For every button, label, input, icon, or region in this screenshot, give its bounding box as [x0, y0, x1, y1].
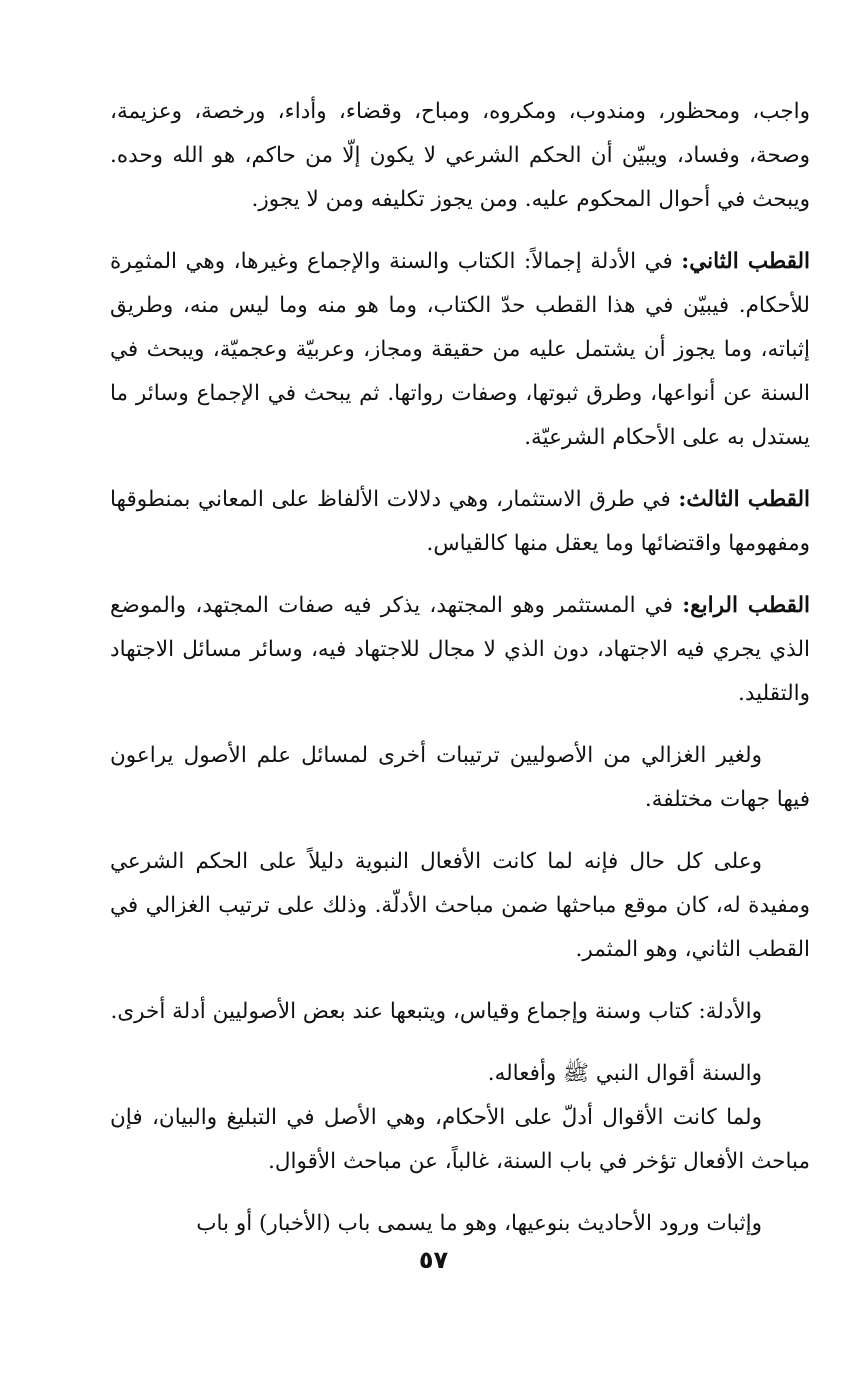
- paragraph-text: ولما كانت الأقوال أدلّ على الأحكام، وهي الأصل في التبليغ والبيان، فإن مباحث الأفعال تؤخر في باب السنة، غالباً، عن مباحث الأقوال.: [110, 1105, 810, 1174]
- page-number: ٥٧: [418, 1246, 449, 1274]
- paragraph-second-pole: [110, 240, 810, 460]
- paragraph-hadith-proof: [110, 1202, 810, 1246]
- section-heading: القطب الثاني:: [681, 249, 811, 274]
- paragraph-evidences: [110, 990, 810, 1034]
- section-heading: القطب الرابع:: [682, 593, 810, 618]
- paragraph-text: وعلى كل حال فإنه لما كانت الأفعال النبوية دليلاً على الحكم الشرعي ومفيدة له، كان موقع مباحثها ضمن مباحث الأدلّة. وذلك على ترتيب الغزالي في القطب الثاني، وهو المثمر.: [110, 849, 810, 962]
- paragraph-text: في الأدلة إجمالاً: الكتاب والسنة والإجماع وغيرها، وهي المثمِرة للأحكام. فيبيّن في هذا القطب حدّ الكتاب، وما هو منه وما ليس منه، وطريق إثباته، وما يجوز أن يشتمل عليه من حقيقة ومجاز، وعربيّة وعجميّة، ويبحث في السنة عن أنواعها، وطرق ثبوتها، وصفات رواتها. ثم يبحث في الإجماع وسائر ما يستدل به على الأحكام الشرعيّة.: [110, 249, 810, 450]
- paragraph-sunnah-definition: [110, 1052, 810, 1096]
- paragraph-text: والأدلة: كتاب وسنة وإجماع وقياس، ويتبعها عند بعض الأصوليين أدلة أخرى.: [110, 999, 762, 1024]
- paragraph-text: في المستثمر وهو المجتهد، يذكر فيه صفات المجتهد، والموضع الذي يجري فيه الاجتهاد، دون الذي لا مجال للاجتهاد فيه، وسائر مسائل الاجتهاد والتقليد.: [110, 593, 810, 706]
- paragraph-sayings-first: [110, 1096, 810, 1184]
- paragraph-text: ولغير الغزالي من الأصوليين ترتيبات أخرى لمسائل علم الأصول يراعون فيها جهات مختلفة.: [110, 743, 810, 812]
- paragraph-fourth-pole: [110, 584, 810, 716]
- paragraph-text: وإثبات ورود الأحاديث بنوعيها، وهو ما يسمى باب (الأخبار) أو باب: [196, 1211, 762, 1236]
- section-heading: القطب الثالث:: [678, 487, 811, 512]
- paragraph-text: والسنة أقوال النبي ﷺ وأفعاله.: [487, 1061, 762, 1086]
- paragraph-prophetic-acts: [110, 840, 810, 972]
- paragraph-other-arrangements: [110, 734, 810, 822]
- paragraph-third-pole: [110, 478, 810, 566]
- paragraph-text: واجب، ومحظور، ومندوب، ومكروه، ومباح، وقضاء، وأداء، ورخصة، وعزيمة، وصحة، وفساد، ويبيّن أن الحكم الشرعي لا يكون إلّا من حاكم، هو الله وحده. ويبحث في أحوال المحكوم عليه. ومن يجوز تكليفه ومن لا يجوز.: [110, 99, 810, 212]
- paragraph-text: في طرق الاستثمار، وهي دلالات الألفاظ على المعاني بمنطوقها ومفهومها واقتضائها وما يعقل منها كالقياس.: [110, 487, 810, 556]
- paragraph-rulings-intro: [110, 90, 810, 222]
- page-body: [110, 90, 810, 1264]
